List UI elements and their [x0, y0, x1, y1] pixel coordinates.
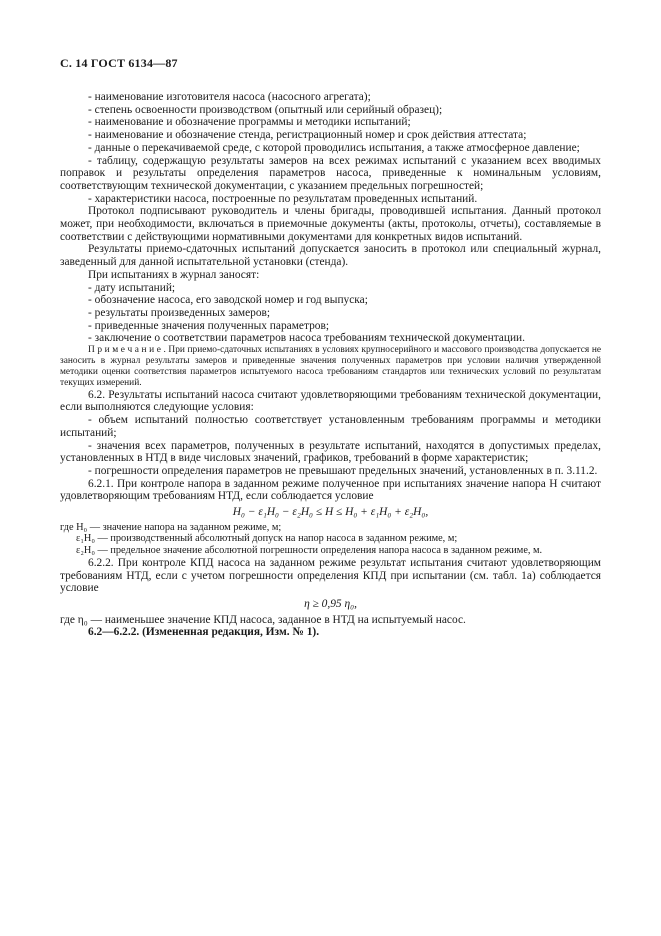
page-header: С. 14 ГОСТ 6134—87 [60, 56, 178, 70]
list-item: - характеристики насоса, построенные по результатам проведенных испытаний. [88, 192, 478, 205]
formula-definition: где Н₀ — значение напора на заданном режиме, м; [60, 521, 282, 533]
list-item: - погрешности определения параметров не превышают предельных значений, установленных в п. 3.11.2. [88, 464, 598, 477]
formula-definition: ε₁Н₀ — производственный абсолютный допуск на напор насоса в заданном режиме, м; [76, 533, 458, 545]
paragraph-section: 6.2.2. При контроле КПД насоса на заданном режиме результат испытания считают удовлетворяющим требованиям НТД, если с учетом погрешности определения КПД при испытании (см. табл. 1а) соблюдается условие [60, 556, 601, 595]
list-item: - дату испытаний; [88, 281, 176, 294]
list-item: - наименование и обозначение стенда, регистрационный номер и срок действия аттестата; [88, 129, 527, 142]
paragraph-section: 6.2.1. При контроле напора в заданном режиме полученное при испытаниях значение напора Н считают удовлетворяющим требованиям НТД, если соблюдается условие [60, 477, 601, 503]
list-item: - наименование и обозначение программы и методики испытаний; [88, 116, 411, 129]
formula-napor: Н₀ − ε₁Н₀ − ε₂Н₀ ≤ Н ≤ Н₀ + ε₁Н₀ + ε₂Н₀, [232, 506, 429, 519]
paragraph: При испытаниях в журнал заносят: [88, 268, 260, 281]
formula-definition: ε₂Н₀ — предельное значение абсолютной погрешности определения напора насоса в заданном режиме, м. [76, 545, 543, 557]
list-item: - заключение о соответствии параметров насоса требованиям технической документации. [88, 332, 525, 345]
list-item: - степень освоенности производством (опытный или серийный образец); [88, 103, 443, 116]
amendment-note: 6.2—6.2.2. (Измененная редакция, Изм. № 1). [88, 626, 320, 639]
paragraph-section: 6.2. Результаты испытаний насоса считают удовлетворяющими требованиям технической документации, если выполняются следующие условия: [60, 388, 601, 414]
document-body [60, 91, 601, 639]
paragraph: Результаты приемо-сдаточных испытаний допускается заносить в протокол или специальный журнал, заведенный для данной испытательной установки (стенда). [60, 243, 601, 269]
paragraph: Протокол подписывают руководитель и члены бригады, проводившей испытания. Данный протокол может, при необходимости, включаться в приемочные документы (акты, протоколы, отчеты), составляемые в соответствии с действующими нормативными документами для конкретных видов испытаний. [60, 205, 601, 243]
note: П р и м е ч а н и е . При приемо-сдаточных испытаниях в условиях крупносерийного и массового производства допускается не заносить в журнал результаты замеров и приведенные значения полученных параметров при условии наличия утвержденной методики оценки соответствия параметров испытуемого насоса требованиям стандартов или технических условий по результатам текущих измерений. [60, 345, 601, 388]
formula-kpd: η ≥ 0,95 η₀, [304, 597, 357, 610]
list-item: - приведенные значения полученных параметров; [88, 319, 330, 332]
list-item: - значения всех параметров, полученных в результате испытаний, находятся в допустимых пределах, установленных в НТД в виде числовых значений, графиков, требований в форме характеристик; [60, 439, 601, 465]
list-item: - объем испытаний полностью соответствует установленным требованиям программы и методики испытаний; [60, 414, 601, 439]
list-item: - таблицу, содержащую результаты замеров на всех режимах испытаний с указанием всех вводимых поправок и результаты определения параметров насоса, приведенные к номинальным условиям, соответствующим технической документации, с указанием предельных погрешностей; [60, 154, 601, 192]
list-item: - данные о перекачиваемой среде, с которой проводились испытания, а также атмосферное давление; [88, 141, 580, 154]
list-item: - обозначение насоса, его заводской номер и год выпуска; [88, 294, 368, 307]
list-item: - результаты произведенных замеров; [88, 306, 271, 319]
list-item: - наименование изготовителя насоса (насосного агрегата); [88, 91, 371, 103]
formula-definition: где η₀ — наименьшее значение КПД насоса, заданное в НТД на испытуемый насос. [60, 613, 466, 626]
